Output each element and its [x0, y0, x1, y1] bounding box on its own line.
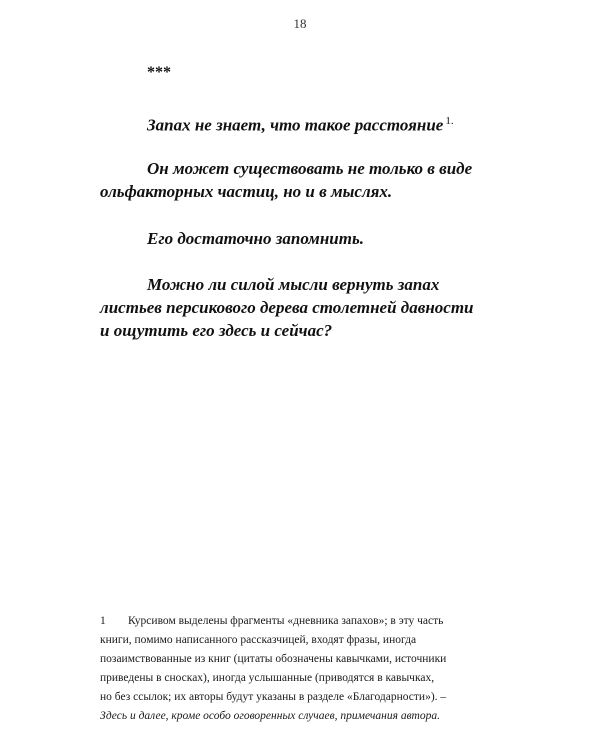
paragraph-line: ольфакторных частиц, но и в мыслях. — [100, 182, 393, 201]
paragraph-line: Он может существовать не только в виде — [147, 159, 473, 178]
footnote-line: но без ссылок; их авторы будут указаны в разделе «Благодарности»). – — [100, 691, 447, 703]
paragraph-line: листьев персикового дерева столетней давности — [100, 298, 474, 317]
footnote-line: книги, помимо написанного рассказчицей, входят фразы, иногда — [100, 634, 417, 646]
footnote-line: приведены в сносках), иногда услышанные (приводятся в кавычках, — [100, 672, 435, 684]
footnote-number: 1 — [100, 615, 106, 627]
paragraph — [100, 110, 520, 137]
paragraph — [100, 157, 520, 203]
paragraph-line: Можно ли силой мысли вернуть запах — [147, 275, 440, 294]
section-separator: *** — [147, 64, 171, 81]
paragraph — [100, 273, 520, 342]
page-number: 18 — [293, 16, 307, 31]
footnote-italic-line: Здесь и далее, кроме особо оговоренных случаев, примечания автора. — [100, 710, 440, 722]
paragraph — [100, 227, 520, 250]
footnote-line: позаимствованные из книг (цитаты обозначены кавычками, источники — [100, 653, 447, 665]
footnote-line: 1 Курсивом выделены фрагменты «дневника запахов»; в эту часть — [100, 612, 530, 631]
footnote-reference[interactable]: 1. — [445, 115, 454, 127]
paragraph-line: и ощутить его здесь и сейчас? — [100, 321, 333, 340]
paragraph-line: Его достаточно запомнить. — [147, 229, 364, 248]
paragraph-line: Запах не знает, что такое расстояние $^{1.}$ — [147, 115, 454, 135]
footnote — [100, 612, 530, 726]
